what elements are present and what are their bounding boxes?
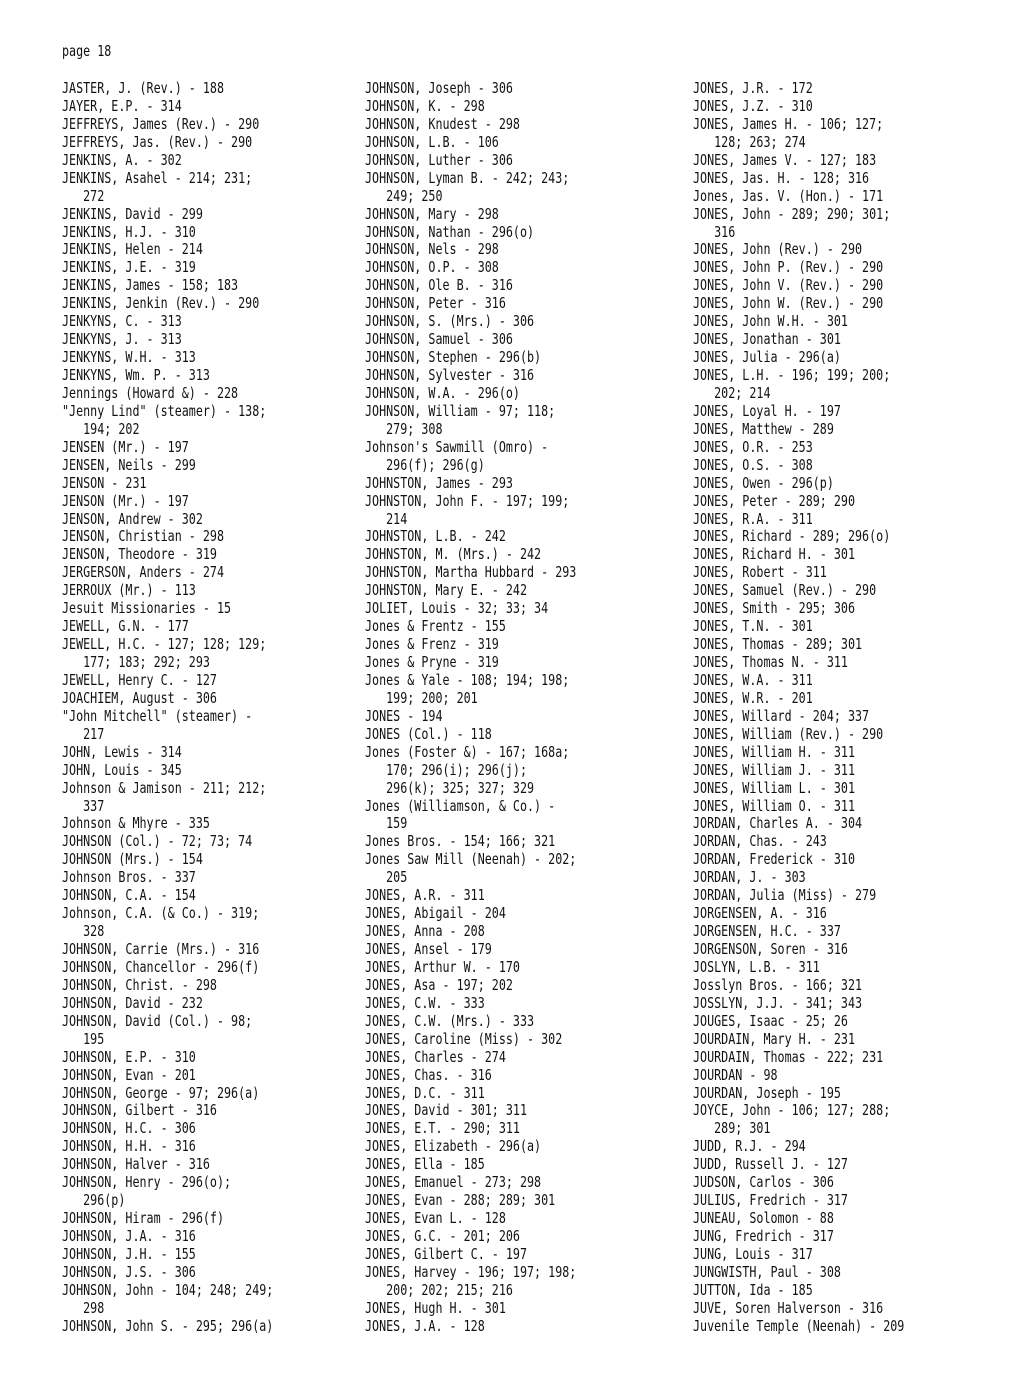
index-entry: JENKYNS, W.H. - 313 [62, 348, 196, 367]
page-number: page 18 [62, 42, 112, 60]
index-entry: JOHNSON, J.S. - 306 [62, 1262, 196, 1281]
index-entry: 279; 308 [365, 419, 443, 438]
index-entry: JOHNSON (Col.) - 72; 73; 74 [62, 832, 253, 851]
index-entry: JOHNSTON, Mary E. - 242 [365, 581, 528, 600]
index-entry: JOHNSON, Nathan - 296(o) [365, 222, 535, 241]
index-entry: JAYER, E.P. - 314 [62, 96, 182, 115]
index-entry: JONES, O.R. - 253 [693, 437, 813, 456]
index-entry: JONES, O.S. - 308 [693, 455, 813, 474]
index-entry: JONES, R.A. - 311 [693, 509, 813, 528]
index-entry: JONES, W.A. - 311 [693, 670, 813, 689]
index-entry: JORDAN, Frederick - 310 [693, 850, 856, 869]
index-entry: JASTER, J. (Rev.) - 188 [62, 79, 225, 97]
index-entry: JUDD, R.J. - 294 [693, 1137, 806, 1156]
index-entry: JOHNSON (Mrs.) - 154 [62, 850, 203, 869]
index-entry: JONES, John W.H. - 301 [693, 312, 848, 331]
index-entry: JERROUX (Mr.) - 113 [62, 581, 196, 600]
index-entry: 328 [62, 922, 105, 941]
index-entry: JONES, Owen - 296(p) [693, 473, 834, 492]
index-entry: JONES, Matthew - 289 [693, 419, 834, 438]
index-entry: JONES, W.R. - 201 [693, 688, 813, 707]
index-entry: JONES, John P. (Rev.) - 290 [693, 258, 884, 277]
index-column-1 [62, 80, 392, 1336]
index-entry: JONES, Smith - 295; 306 [693, 599, 856, 618]
index-entry: JONES, John W. (Rev.) - 290 [693, 294, 884, 313]
index-entry: JOHNSON, Hiram - 296(f) [62, 1209, 225, 1228]
index-entry: JONES, C.W. - 333 [365, 993, 485, 1012]
index-entry: JOHNSON, K. - 298 [365, 96, 485, 115]
index-entry: JONES, Asa - 197; 202 [365, 975, 513, 994]
index-entry: JONES, Emanuel - 273; 298 [365, 1173, 542, 1192]
index-entry: JENKINS, J.E. - 319 [62, 258, 196, 277]
index-entry: JENSON, Christian - 298 [62, 527, 225, 546]
index-entry: JONES, John (Rev.) - 290 [693, 240, 863, 259]
index-entry: JENSEN (Mr.) - 197 [62, 437, 189, 456]
index-entry: JONES, Jonathan - 301 [693, 330, 841, 349]
index-entry: JENSON, Theodore - 319 [62, 545, 217, 564]
index-entry: JENKINS, James - 158; 183 [62, 276, 239, 295]
index-entry: JONES, G.C. - 201; 206 [365, 1227, 520, 1245]
index-entry: JENKYNS, C. - 313 [62, 312, 182, 331]
index-entry: JOHNSON, Carrie (Mrs.) - 316 [62, 940, 260, 958]
index-entry: Jones (Williamson, & Co.) - [365, 796, 556, 815]
index-entry: JOURDAIN, Thomas - 222; 231 [693, 1047, 884, 1066]
index-entry: JORGENSEN, H.C. - 337 [693, 922, 841, 941]
index-entry: JOHNSON, J.A. - 316 [62, 1227, 196, 1245]
index-entry: 205 [365, 868, 408, 887]
index-entry: JOYCE, John - 106; 127; 288; [693, 1101, 891, 1120]
index-entry: JONES, J.Z. - 310 [693, 96, 813, 115]
index-entry: JENSON (Mr.) - 197 [62, 491, 189, 510]
index-entry: Johnson, C.A. (& Co.) - 319; [62, 904, 260, 923]
index-entry: JONES, Anna - 208 [365, 922, 485, 941]
index-entry: 289; 301 [693, 1119, 771, 1138]
index-entry: JENKINS, Helen - 214 [62, 240, 203, 259]
index-entry: 200; 202; 215; 216 [365, 1280, 513, 1299]
index-entry: Johnson & Jamison - 211; 212; [62, 778, 267, 797]
index-entry: JOACHIEM, August - 306 [62, 688, 217, 707]
index-entry: 249; 250 [365, 186, 443, 205]
index-entry: JOHNSON, George - 97; 296(a) [62, 1083, 260, 1102]
index-entry: JONES, John V. (Rev.) - 290 [693, 276, 884, 295]
index-entry: JONES, A.R. - 311 [365, 886, 485, 905]
index-entry: Johnson Bros. - 337 [62, 868, 196, 887]
index-entry: JUDD, Russell J. - 127 [693, 1155, 848, 1174]
index-entry: JOHNSON, Nels - 298 [365, 240, 499, 259]
index-entry: Jones (Foster &) - 167; 168a; [365, 742, 570, 761]
index-entry: JONES, Ansel - 179 [365, 940, 492, 958]
index-entry: Jones, Jas. V. (Hon.) - 171 [693, 186, 884, 205]
index-entry: JORDAN, Chas. - 243 [693, 832, 827, 851]
index-entry: JOHNSON, Sylvester - 316 [365, 366, 535, 384]
index-entry: JONES, Willard - 204; 337 [693, 706, 870, 725]
index-entry: JONES, William J. - 311 [693, 760, 856, 779]
index-entry: JUNGWISTH, Paul - 308 [693, 1262, 841, 1281]
index-entry: JOLIET, Louis - 32; 33; 34 [365, 599, 549, 618]
index-entry: JONES, L.H. - 196; 199; 200; [693, 366, 891, 384]
index-entry: JONES, Hugh H. - 301 [365, 1298, 506, 1317]
index-entry: JONES, Robert - 311 [693, 563, 827, 582]
index-entry: Jones & Frenz - 319 [365, 635, 499, 654]
index-entry: 296(k); 325; 327; 329 [365, 778, 535, 797]
index-entry: JOHNSON, Knudest - 298 [365, 114, 520, 133]
index-entry: JEFFREYS, James (Rev.) - 290 [62, 114, 260, 133]
index-entry: 272 [62, 186, 105, 205]
index-entry: JUNG, Louis - 317 [693, 1244, 813, 1263]
index-entry: JOHNSON, Halver - 316 [62, 1155, 210, 1174]
index-entry: JONES, William (Rev.) - 290 [693, 724, 884, 743]
index-entry: JOHNSON, E.P. - 310 [62, 1047, 196, 1066]
index-entry: JOHN, Louis - 345 [62, 760, 182, 779]
index-entry: JUVE, Soren Halverson - 316 [693, 1298, 884, 1317]
index-entry: JOHNSTON, John F. - 197; 199; [365, 491, 570, 510]
index-entry: JOHNSON, Joseph - 306 [365, 79, 513, 97]
index-entry: JONES, Julia - 296(a) [693, 348, 841, 367]
index-entry: 177; 183; 292; 293 [62, 653, 210, 671]
index-entry: JONES, Richard H. - 301 [693, 545, 856, 564]
index-entry: JOHNSTON, M. (Mrs.) - 242 [365, 545, 542, 564]
index-entry: 214 [365, 509, 408, 528]
index-entry: JOHNSON, Lyman B. - 242; 243; [365, 168, 570, 187]
index-entry: JORDAN, Charles A. - 304 [693, 814, 863, 833]
index-entry: JOHNSTON, James - 293 [365, 473, 513, 492]
index-entry: Jones & Pryne - 319 [365, 653, 499, 671]
index-entry: JENKINS, Jenkin (Rev.) - 290 [62, 294, 260, 313]
index-entry: JONES, Peter - 289; 290 [693, 491, 856, 510]
index-entry: JOURDAN, Joseph - 195 [693, 1083, 841, 1102]
index-entry: JONES, Ella - 185 [365, 1155, 485, 1174]
index-entry: JOHNSON, William - 97; 118; [365, 401, 556, 420]
index-entry: JOHNSON, Christ. - 298 [62, 975, 217, 994]
index-entry: 296(p) [62, 1191, 126, 1210]
index-entry: 195 [62, 1029, 105, 1048]
index-entry: JOHNSON, O.P. - 308 [365, 258, 499, 277]
index-entry: JONES, T.N. - 301 [693, 617, 813, 636]
index-entry: JONES, Gilbert C. - 197 [365, 1244, 528, 1263]
index-entry: JORGENSEN, A. - 316 [693, 904, 827, 923]
index-entry: JULIUS, Fredrich - 317 [693, 1191, 848, 1210]
index-entry: JONES, J.R. - 172 [693, 79, 813, 97]
index-entry: JEFFREYS, Jas. (Rev.) - 290 [62, 132, 253, 151]
index-entry: JENKINS, Asahel - 214; 231; [62, 168, 253, 187]
index-entry: JOHNSTON, L.B. - 242 [365, 527, 506, 546]
index-entry: JONES, William O. - 311 [693, 796, 856, 815]
index-entry: Jones & Frentz - 155 [365, 617, 506, 636]
index-entry: JONES, David - 301; 311 [365, 1101, 528, 1120]
index-entry: JONES (Col.) - 118 [365, 724, 492, 743]
index-entry: JOHN, Lewis - 314 [62, 742, 182, 761]
index-entry: Jones Bros. - 154; 166; 321 [365, 832, 556, 851]
index-entry: 296(f); 296(g) [365, 455, 485, 474]
index-entry: JOHNSON, Stephen - 296(b) [365, 348, 542, 367]
index-entry: JORGENSON, Soren - 316 [693, 940, 848, 958]
index-entry: JORDAN, J. - 303 [693, 868, 806, 887]
index-entry: JONES, Richard - 289; 296(o) [693, 527, 891, 546]
index-entry: JOHNSTON, Martha Hubbard - 293 [365, 563, 577, 582]
index-entry: JONES, D.C. - 311 [365, 1083, 485, 1102]
index-entry: JONES, James H. - 106; 127; [693, 114, 884, 133]
index-entry: JOURDAIN, Mary H. - 231 [693, 1029, 856, 1048]
index-entry: JENKYNS, Wm. P. - 313 [62, 366, 210, 384]
index-entry: JONES, Samuel (Rev.) - 290 [693, 581, 877, 600]
index-entry: JENKINS, A. - 302 [62, 150, 182, 169]
index-entry: JOHNSON, H.H. - 316 [62, 1137, 196, 1156]
index-entry: JUNEAU, Solomon - 88 [693, 1209, 834, 1228]
index-entry: JOHNSON, John S. - 295; 296(a) [62, 1316, 274, 1335]
index-entry: 194; 202 [62, 419, 140, 438]
index-entry: JONES, Chas. - 316 [365, 1065, 492, 1084]
index-entry: JOHNSON, Samuel - 306 [365, 330, 513, 349]
index-entry: JOSLYN, L.B. - 311 [693, 957, 820, 976]
index-entry: JOURDAN - 98 [693, 1065, 778, 1084]
index-entry: JONES, Thomas N. - 311 [693, 653, 848, 671]
index-entry: JEWELL, Henry C. - 127 [62, 670, 217, 689]
index-entry: JOHNSON, David (Col.) - 98; [62, 1011, 253, 1030]
index-entry: JOHNSON, John - 104; 248; 249; [62, 1280, 274, 1299]
index-entry: 316 [693, 222, 736, 241]
index-entry: JUTTON, Ida - 185 [693, 1280, 813, 1299]
index-entry: Juvenile Temple (Neenah) - 209 [693, 1316, 905, 1335]
index-entry: JONES, Charles - 274 [365, 1047, 506, 1066]
index-entry: JONES, William H. - 311 [693, 742, 856, 761]
index-entry: 170; 296(i); 296(j); [365, 760, 528, 779]
index-entry: 202; 214 [693, 383, 771, 402]
index-entry: "Jenny Lind" (steamer) - 138; [62, 401, 267, 420]
index-column-2 [365, 80, 695, 1336]
index-entry: JONES, William L. - 301 [693, 778, 856, 797]
index-entry: Jesuit Missionaries - 15 [62, 599, 232, 618]
index-entry: JONES, Jas. H. - 128; 316 [693, 168, 870, 187]
index-entry: JENSEN, Neils - 299 [62, 455, 196, 474]
index-entry: JONES, Evan - 288; 289; 301 [365, 1191, 556, 1210]
index-entry: JONES, Evan L. - 128 [365, 1209, 506, 1228]
index-entry: 199; 200; 201 [365, 688, 478, 707]
index-entry: JOHNSON, Chancellor - 296(f) [62, 957, 260, 976]
index-entry: JOHNSON, Luther - 306 [365, 150, 513, 169]
index-entry: JOHNSON, David - 232 [62, 993, 203, 1012]
index-entry: JONES, Thomas - 289; 301 [693, 635, 863, 654]
index-entry: JOHNSON, Peter - 316 [365, 294, 506, 313]
index-entry: JOHNSON, H.C. - 306 [62, 1119, 196, 1138]
index-entry: 128; 263; 274 [693, 132, 806, 151]
index-entry: JOSSLYN, J.J. - 341; 343 [693, 993, 863, 1012]
index-entry: JORDAN, Julia (Miss) - 279 [693, 886, 877, 905]
index-entry: JONES, Abigail - 204 [365, 904, 506, 923]
index-entry: JONES, Elizabeth - 296(a) [365, 1137, 542, 1156]
index-entry: JOHNSON, Mary - 298 [365, 204, 499, 223]
index-entry: JEWELL, G.N. - 177 [62, 617, 189, 636]
index-entry: JENSON - 231 [62, 473, 147, 492]
index-entry: JOHNSON, C.A. - 154 [62, 886, 196, 905]
index-entry: Josslyn Bros. - 166; 321 [693, 975, 863, 994]
index-entry: JONES - 194 [365, 706, 443, 725]
index-entry: JUDSON, Carlos - 306 [693, 1173, 834, 1192]
index-entry: JENKINS, H.J. - 310 [62, 222, 196, 241]
index-entry: JONES, John - 289; 290; 301; [693, 204, 891, 223]
index-entry: JONES, Loyal H. - 197 [693, 401, 841, 420]
index-entry: JEWELL, H.C. - 127; 128; 129; [62, 635, 267, 654]
index-entry: "John Mitchell" (steamer) - [62, 706, 253, 725]
index-entry: JOHNSON, J.H. - 155 [62, 1244, 196, 1263]
index-entry: JOHNSON, Ole B. - 316 [365, 276, 513, 295]
index-entry: JENKINS, David - 299 [62, 204, 203, 223]
index-entry: JONES, Caroline (Miss) - 302 [365, 1029, 563, 1048]
index-entry: JOHNSON, Henry - 296(o); [62, 1173, 232, 1192]
index-entry: JONES, Arthur W. - 170 [365, 957, 520, 976]
index-entry: JENSON, Andrew - 302 [62, 509, 203, 528]
index-entry: JOHNSON, L.B. - 106 [365, 132, 499, 151]
index-entry: JOHNSON, Gilbert - 316 [62, 1101, 217, 1120]
index-entry: JOHNSON, W.A. - 296(o) [365, 383, 520, 402]
index-entry: JONES, Harvey - 196; 197; 198; [365, 1262, 577, 1281]
index-entry: JOHNSON, Evan - 201 [62, 1065, 196, 1084]
index-entry: JONES, J.A. - 128 [365, 1316, 485, 1335]
index-entry: Johnson's Sawmill (Omro) - [365, 437, 549, 456]
index-column-3 [693, 80, 1010, 1336]
index-entry: JENKYNS, J. - 313 [62, 330, 182, 349]
index-entry: Jones & Yale - 108; 194; 198; [365, 670, 570, 689]
index-entry: JOHNSON, S. (Mrs.) - 306 [365, 312, 535, 331]
index-entry: JONES, James V. - 127; 183 [693, 150, 877, 169]
index-entry: JONES, C.W. (Mrs.) - 333 [365, 1011, 535, 1030]
index-entry: 217 [62, 724, 105, 743]
index-entry: JONES, E.T. - 290; 311 [365, 1119, 520, 1138]
index-entry: 337 [62, 796, 105, 815]
index-entry: JOUGES, Isaac - 25; 26 [693, 1011, 848, 1030]
index-entry: JERGERSON, Anders - 274 [62, 563, 225, 582]
index-entry: 298 [62, 1298, 105, 1317]
index-entry: Jones Saw Mill (Neenah) - 202; [365, 850, 577, 869]
index-entry: Jennings (Howard &) - 228 [62, 383, 239, 402]
index-entry: 159 [365, 814, 408, 833]
index-entry: Johnson & Mhyre - 335 [62, 814, 210, 833]
index-entry: JUNG, Fredrich - 317 [693, 1227, 834, 1245]
